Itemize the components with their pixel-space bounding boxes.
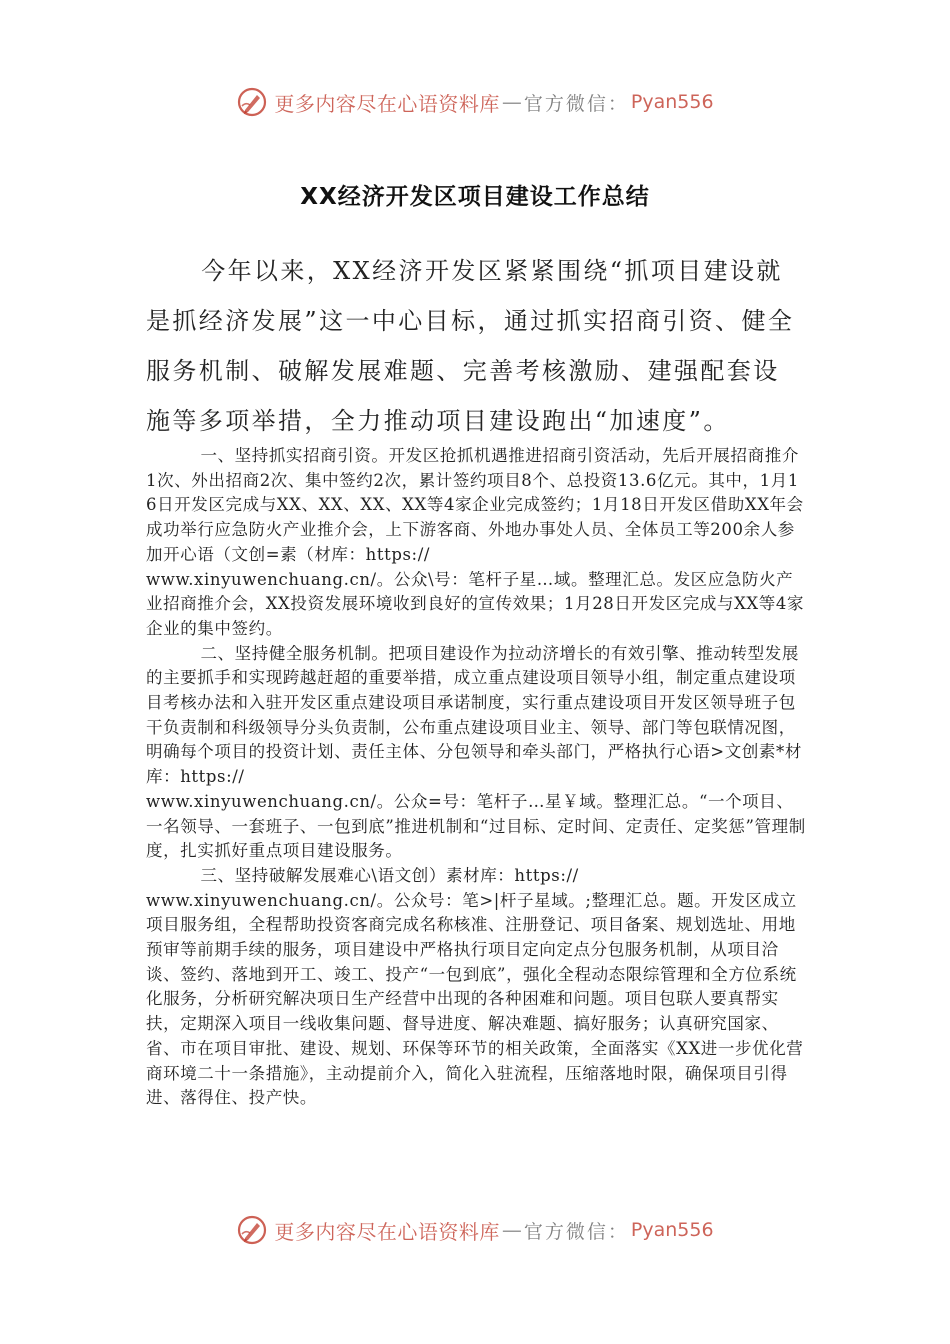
pen-logo-icon: [236, 86, 268, 118]
watermark-wechat-id: Pyan556: [630, 1219, 714, 1241]
section-text-continued: www.xinyuwenchuang.cn/。公众号：笔>|杆子星域。;整理汇总。题。开发区成立项目服务组，全程帮助投资客商完成名称核准、注册登记、项目备案、规划选址、用地预审等前期手续的服务，项目建设中严格执行项目定向定点分包服务机制，从项目洽谈、签约、落地到开工、竣工、投产“一包到底”，强化全程动态限综管理和全方位系统化服务，分析研究解决项日生产经营中出现的各种困难和问题。项目包联人要真帮实扶，定期深入项目一线收集问题、督导进度、解决难题、搞好服务；认真研究国家、省、市在项目审批、建设、规划、环保等环节的相关政策，全面落实《XX进一步优化营商环境二十一条措施》，主动提前介入，简化入驻流程，压缩落地时限，确保项目引得进、落得住、投产快。: [146, 890, 804, 1108]
document-body: [146, 444, 808, 1111]
section-paragraph: [146, 864, 808, 1111]
watermark-official-label: 官方微信：: [523, 1220, 629, 1243]
watermark-wechat-id: Pyan556: [630, 91, 714, 113]
document-title: XX经济开发区项目建设工作总结: [300, 184, 650, 210]
section-text: 二、坚持健全服务机制。把项目建设作为拉动济增长的有效引擎、推动转型发展的主要抓手和实现跨越赶超的重要举措，成立重点建设项目领导小组，制定重点建设项目考核办法和入驻开发区重点建设项目承诺制度，实行重点建设项目开发区领导班子包干负责制和科级领导分头负责制，公布重点建设项目业主、领导、部门等包联情况图，明确每个项目的投资计划、责任主体、分包领导和牵头部门，严格执行心语>文创素*材库：https://: [146, 643, 802, 787]
header-watermark: [0, 82, 950, 122]
section-text-continued: www.xinyuwenchuang.cn/。公众=号：笔杆子…星￥域。整理汇总。“一个项目、一名领导、一套班子、一包到底”推进机制和“过目标、定时间、定责任、定奖惩”管理制度，扎实抓好重点项目建设服务。: [146, 791, 806, 861]
section-text: 三、坚持破解发展难心\语文创）素材库：https://: [200, 865, 579, 885]
watermark-official-label: 官方微信：: [523, 92, 629, 115]
lead-paragraph: 今年以来，XX经济开发区紧紧围绕“抓项目建设就是抓经济发展”这一中心目标，通过抓实招商引资、健全服务机制、破解发展难题、完善考核激励、建强配套设施等多项举措，全力推动项目建设跑出“加速度”。: [146, 257, 795, 435]
watermark-brand-text: 更多内容尽在心语资料库: [274, 91, 500, 116]
watermark-separator: —: [501, 1218, 522, 1242]
watermark-brand-text: 更多内容尽在心语资料库: [274, 1219, 500, 1244]
section-text: 一、坚持抓实招商引资。开发区抢抓机遇推进招商引资活动，先后开展招商推介1次、外出招商2次、集中签约2次，累计签约项目8个、总投资13.6亿元。其中，1月16日开发区完成与XX、XX、XX、XX等4家企业完成签约；1月18日开发区借助XX年会成功举行应急防火产业推介会，上下游客商、外地办事处人员、全体员工等200余人参加开心语（文创=素（材库：https://: [146, 446, 804, 564]
footer-watermark: [0, 1210, 950, 1250]
section-paragraph: [146, 444, 808, 642]
section-paragraph: [146, 642, 808, 864]
pen-logo-icon: [236, 1214, 268, 1246]
section-text-continued: www.xinyuwenchuang.cn/。公众\号：笔杆子星…域。整理汇总。发区应急防火产业招商推介会，XX投资发展环境收到良好的宣传效果；1月28日开发区完成与XX等4家企业的集中签约。: [146, 569, 805, 638]
watermark-separator: —: [501, 90, 522, 114]
